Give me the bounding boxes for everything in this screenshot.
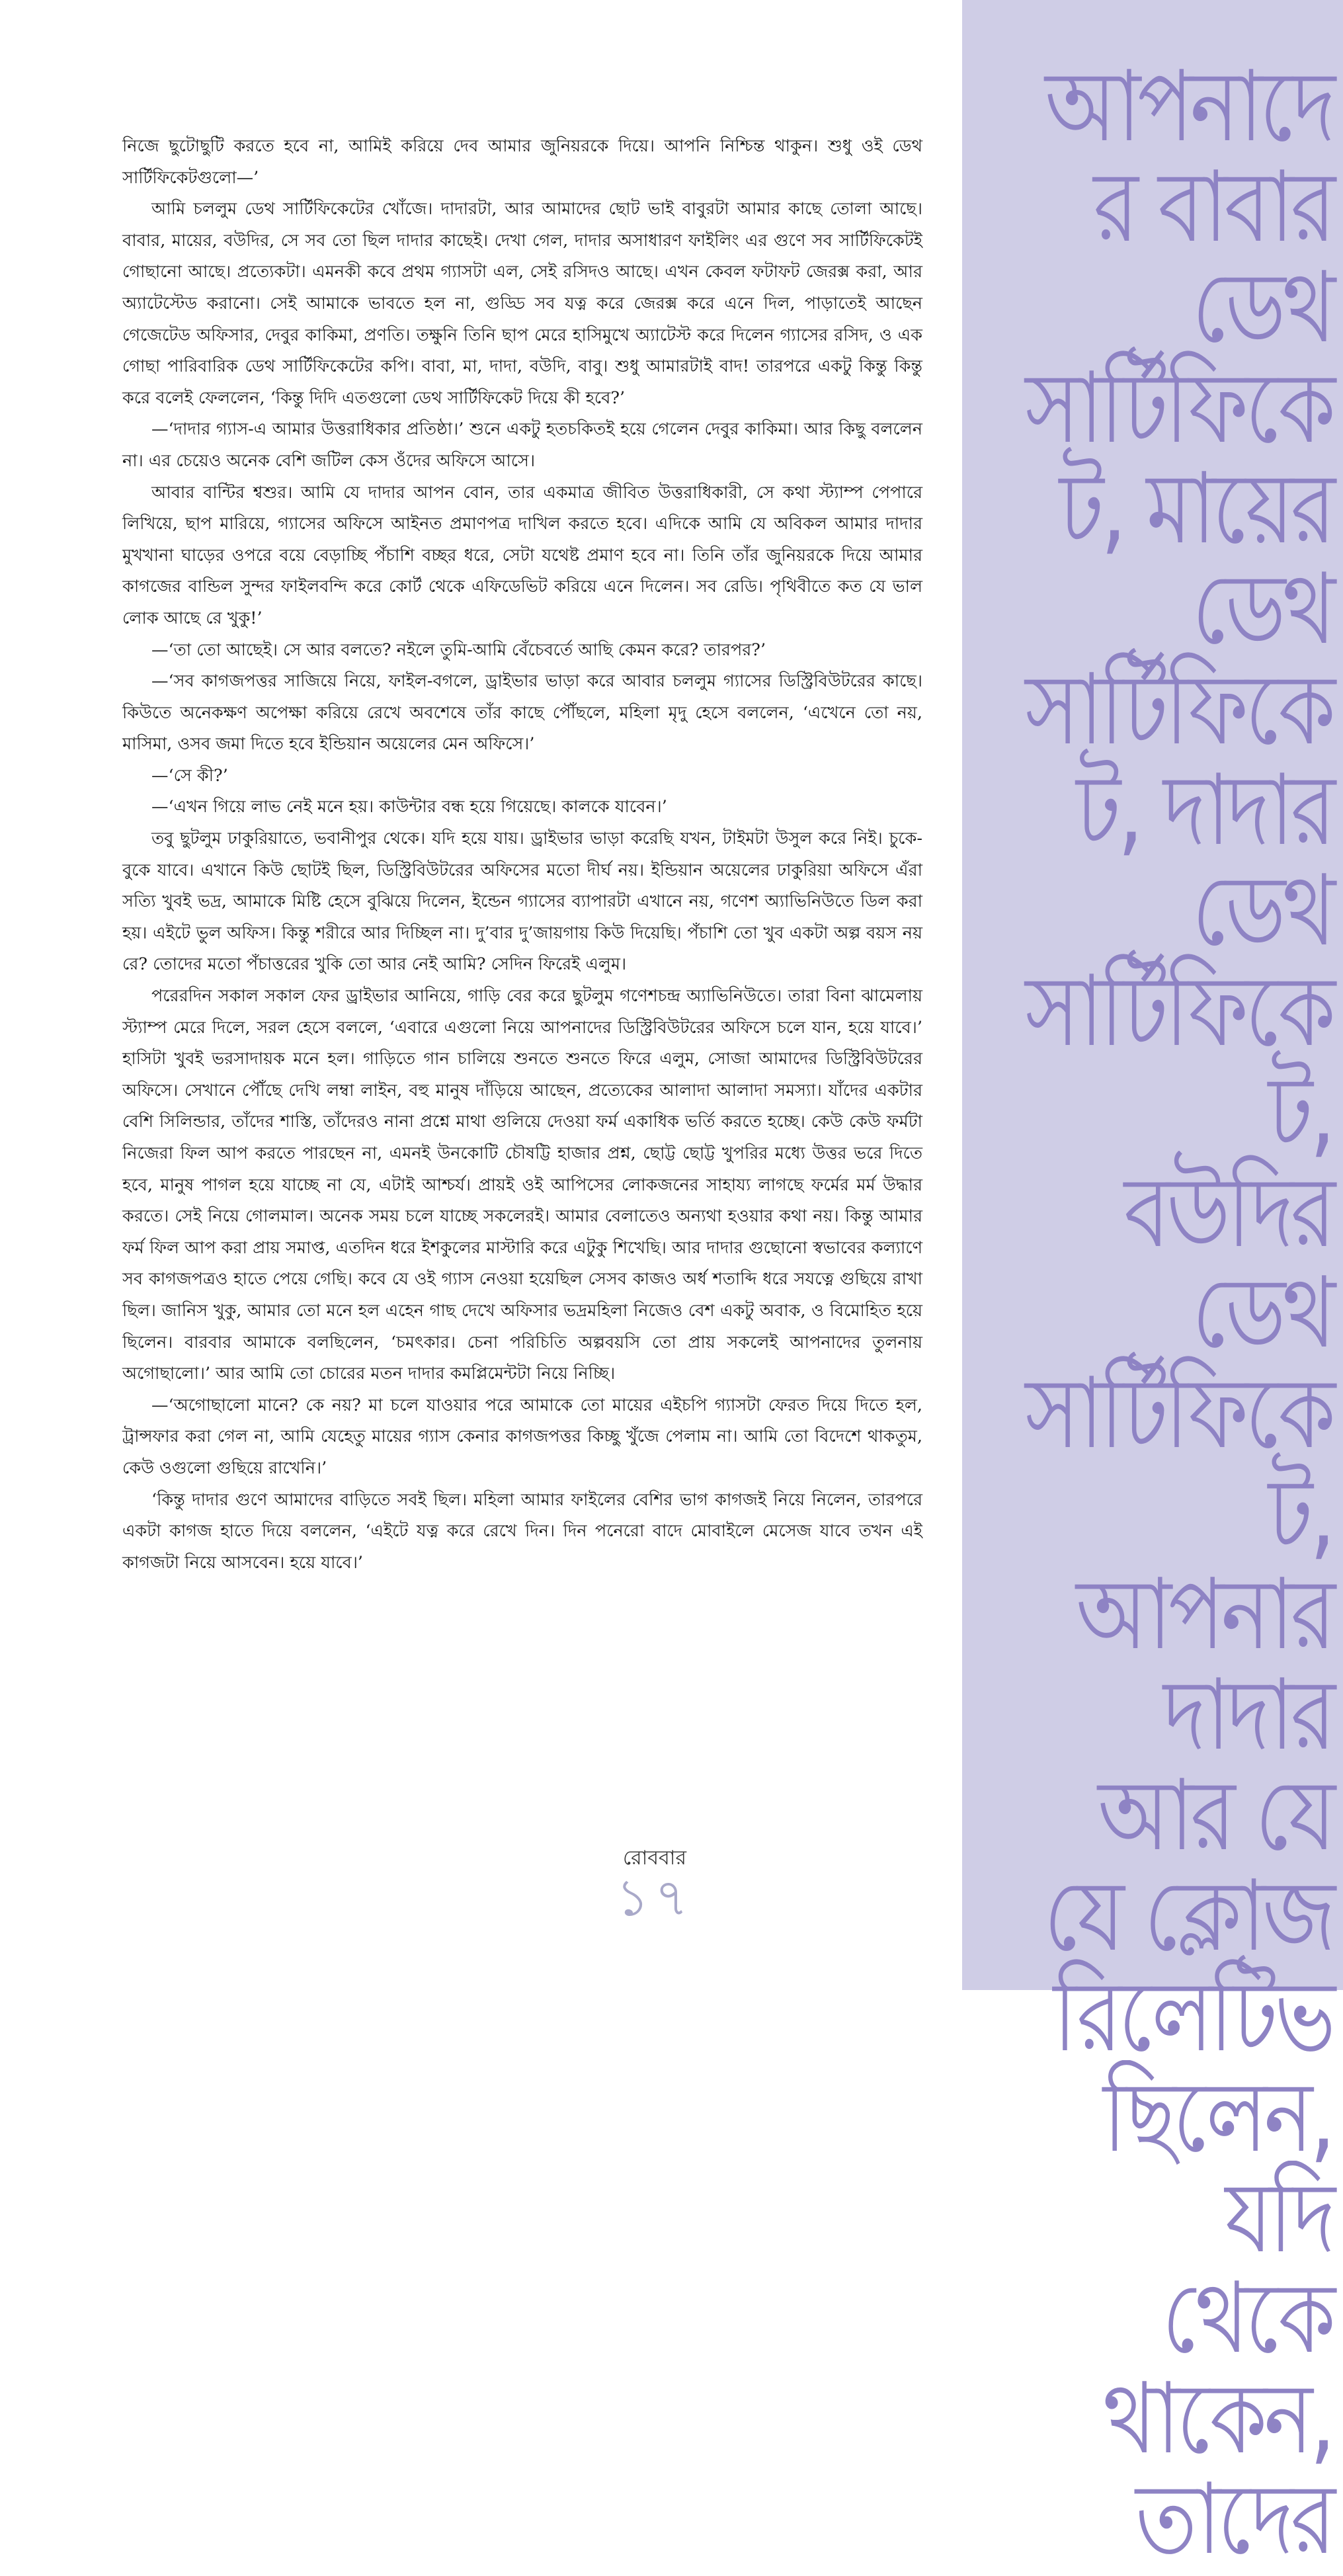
- pull-quote-line: যে ক্লোজ: [1043, 1859, 1332, 1973]
- pull-quote-line: বউদির: [1123, 1155, 1332, 1269]
- article-paragraph-1: নিজে ছুটোছুটি করতে হবে না, আমিই করিয়ে দেব আমার জুনিয়রকে দিয়ে। আপনি নিশ্চিন্ত থাকুন। শুধু ওই ডেথ সার্টিফিকেটগুলো—’: [122, 136, 922, 188]
- article-paragraph-6: —‘সব কাগজপত্তর সাজিয়ে নিয়ে, ফাইল-বগলে, ড্রাইভার ভাড়া করে আবার চললুম গ্যাসের ডিস্ট্রিবিউটরের কাছে। কিউতে অনেকক্ষণ অপেক্ষা করিয়ে রেখে অবশেষে তাঁর কাছে পৌঁছলে, মহিলা মৃদু হেসে বললেন, ‘এখেনে তো নয়, মাসিমা, ওসব জমা দিতে হবে ইন্ডিয়ান অয়েলের মেন অফিসে।’: [122, 671, 922, 755]
- pull-quote-line: ট, মায়ের: [1059, 452, 1332, 565]
- article-paragraph-3: —‘দাদার গ্যাস-এ আমার উত্তরাধিকার প্রতিষ্ঠা।’ শুনে একটু হতচকিতই হয়ে গেলেন দেবুর কাকিমা। আর কিছু বললেন না। এর চেয়েও অনেক বেশি জটিল কেস ওঁদের অফিসে আসে।: [122, 419, 922, 471]
- pull-quote-line: সার্টিফিকে: [1025, 954, 1332, 1068]
- pull-quote-line: তাদের: [1135, 2462, 1332, 2576]
- pull-quote-line: ডেথ: [1192, 1256, 1332, 1370]
- pull-quote-line: সার্টিফিকে: [1025, 653, 1332, 767]
- pull-quote-line: আপনার: [1076, 1558, 1332, 1671]
- article-paragraph-8: —‘এখন গিয়ে লাভ নেই মনে হয়। কাউন্টার বন্ধ হয়ে গিয়েছে। কালকে যাবেন।’: [151, 797, 667, 817]
- pull-quote-line: রিলেটিভ: [1053, 1960, 1332, 2073]
- pull-quote-line: ডেথ: [1192, 251, 1332, 364]
- page-footer: [582, 1845, 727, 1928]
- pull-quote-line: ডেথ: [1192, 552, 1332, 666]
- pull-quote-line: থেকে: [1162, 2261, 1332, 2375]
- pull-quote-line: ডেথ: [1192, 854, 1332, 968]
- pull-quote-line: ট, দাদার: [1076, 753, 1332, 867]
- magazine-name: রোববার: [623, 1847, 686, 1870]
- pull-quote-line: আপনাদে: [1045, 50, 1332, 163]
- pull-quote-line: আর যে: [1098, 1759, 1332, 1872]
- article-paragraph-9: তবু ছুটলুম ঢাকুরিয়াতে, ভবানীপুর থেকে। যদি হয়ে যায়। ড্রাইভার ভাড়া করেছি যখন, টাইমটা উসুল করে নিই। চুকে-বুকে যাবে। এখানে কিউ ছোটই ছিল, ডিস্ট্রিবিউটরের অফিসের মতো দীর্ঘ নয়। ইন্ডিয়ান অয়েলের ঢাকুরিয়া অফিসে এঁরা সত্যি খুবই ভদ্র, আমাকে মিষ্টি হেসে বুঝিয়ে দিলেন, ইন্ডেন গ্যাসের ব্যাপারটা এখানে নয়, গণেশ অ্যাভিনিউতে ডিল করা হয়। এইটে ভুল অফিস। কিন্তু শরীরে আর দিচ্ছিল না। দু’বার দু’জায়গায় কিউ দিয়েছি। পঁচাশি তো খুব একটা অল্প বয়স নয় রে? তোদের মতো পঁচাত্তরের খুকি তো আর নেই আমি? সেদিন ফিরেই এলুম।: [122, 829, 922, 975]
- article-paragraph-4: আবার বান্টির শ্বশুর। আমি যে দাদার আপন বোন, তার একমাত্র জীবিত উত্তরাধিকারী, সে কথা স্ট্যাম্প পেপারে লিখিয়ে, ছাপ মারিয়ে, গ্যাসের অফিসে আইনত প্রমাণপত্র দাখিল করতে হবে। এদিকে আমি যে অবিকল আমার দাদার মুখখানা ঘাড়ের ওপরে বয়ে বেড়াচ্ছি পঁচাশি বচ্ছর ধরে, সেটা যথেষ্ট প্রমাণ হবে না। তিনি তাঁর জুনিয়রকে দিয়ে আমার কাগজের বান্ডিল সুন্দর ফাইলবন্দি করে কোর্ট থেকে এফিডেভিট করিয়ে এনে দিলেন। সব রেডি। পৃথিবীতে কত যে ভাল লোক আছে রে খুকু!’: [122, 482, 922, 628]
- pull-quote: [962, 50, 1332, 2576]
- pull-quote-line: থাকেন,: [1102, 2362, 1332, 2475]
- article-body: [122, 131, 922, 1579]
- article-paragraph-10: পরেরদিন সকাল সকাল ফের ড্রাইভার আনিয়ে, গাড়ি বের করে ছুটলুম গণেশচন্দ্র অ্যাভিনিউতে। তারা বিনা ঝামেলায় স্ট্যাম্প মেরে দিলে, সরল হেসে বললে, ‘এবারে এগুলো নিয়ে আপনাদের ডিস্ট্রিবিউটরের অফিসে চলে যান, হয়ে যাবে।’ হাসিটা খুবই ভরসাদায়ক মনে হল। গাড়িতে গান চালিয়ে শুনতে শুনতে ফিরে এলুম, সোজা আমাদের ডিস্ট্রিবিউটরের অফিসে। সেখানে পৌঁছে দেখি লম্বা লাইন, বহু মানুষ দাঁড়িয়ে আছেন, প্রত্যেকের আলাদা আলাদা সমস্যা। যাঁদের একটার বেশি সিলিন্ডার, তাঁদের শাস্তি, তাঁদেরও নানা প্রশ্নে মাথা গুলিয়ে দেওয়া ফর্ম একাধিক ভর্তি করতে হচ্ছে। কেউ কেউ ফর্মটা নিজেরা ফিল আপ করতে পারছেন না, এমনই উনকোটি চৌষট্টি হাজার প্রশ্ন, ছোট্ট ছোট্ট খুপরির মধ্যে উত্তর ভরে দিতে হবে, মানুষ পাগল হয়ে যাচ্ছে না যে, এটাই আশ্চর্য। প্রায়ই ওই আপিসের লোকজনের সাহায্য লাগছে ফর্মের মর্ম উদ্ধার করতে। সেই নিয়ে গোলমাল। অনেক সময় চলে যাচ্ছে সকলেরই। আমার বেলাতেও অন্যথা হওয়ার কথা নয়। কিন্তু আমার ফর্ম ফিল আপ করা প্রায় সমাপ্ত, এতদিন ধরে ইশকুলের মাস্টারি করে এটুকু শিখেছি। আর দাদার গুছোনো স্বভাবের কল্যাণে সব কাগজপত্রও হাতে পেয়ে গেছি। কবে যে ওই গ্যাস নেওয়া হয়েছিল সেসব কাজও অর্ধ শতাব্দি ধরে সযত্নে গুছিয়ে রাখা ছিল। জানিস খুকু, আমার তো মনে হল এহেন গাছ দেখে অফিসার ভদ্রমহিলা নিজেও বেশ একটু অবাক, ও বিমোহিত হয়ে ছিলেন। বারবার আমাকে বলছিলেন, ‘চমৎকার। চেনা পরিচিতি অল্পবয়সি তো প্রায় সকলেই আপনাদের তুলনায় অগোছালো।’ আর আমি তো চোরের মতন দাদার কমপ্লিমেন্টটা নিয়ে নিচ্ছি।: [122, 986, 922, 1384]
- pull-quote-line: ট,: [1268, 1457, 1332, 1571]
- pull-quote-line: ছিলেন,: [1102, 2060, 1332, 2174]
- page-number: ১৭: [616, 1868, 694, 1928]
- article-paragraph-7: —‘সে কী?’: [151, 765, 228, 786]
- pull-quote-line: র বাবার: [1093, 150, 1332, 264]
- article-paragraph-2: আমি চললুম ডেথ সার্টিফিকেটের খোঁজে। দাদারটা, আর আমাদের ছোট ভাই বাবুরটা আমার কাছে তোলা আছে। বাবার, মায়ের, বউদির, সে সব তো ছিল দাদার কাছেই। দেখা গেল, দাদার অসাধারণ ফাইলিং এর গুণে সব সার্টিফিকেটই গোছানো আছে। প্রত্যেকটা। এমনকী কবে প্রথম গ্যাসটা এল, সেই রসিদও আছে। এখন কেবল ফটাফট জেরক্স করা, আর অ্যাটেস্টেড করানো। সেই আমাকে ভাবতে হল না, গুড্ডি সব যত্ন করে জেরক্স করে এনে দিল, পাড়াতেই আছেন গেজেটেড অফিসার, দেবুর কাকিমা, প্রণতি। তক্ষুনি তিনি ছাপ মেরে হাসিমুখে অ্যাটেস্ট করে দিলেন গ্যাসের রসিদ, ও এক গোছা পারিবারিক ডেথ সার্টিফিকেটের কপি। বাবা, মা, দাদা, বউদি, বাবু। শুধু আমারটাই বাদ! তারপরে একটু কিন্তু কিন্তু করে বলেই ফেললেন, ‘কিন্তু দিদি এতগুলো ডেথ সার্টিফিকেট দিয়ে কী হবে?’: [122, 199, 922, 408]
- pull-quote-line: সার্টিফিকে: [1025, 1356, 1332, 1470]
- article-paragraph-12: ‘কিন্তু দাদার গুণে আমাদের বাড়িতে সবই ছিল। মহিলা আমার ফাইলের বেশির ভাগ কাগজই নিয়ে নিলেন, তারপরে একটা কাগজ হাতে দিয়ে বললেন, ‘এইটে যত্ন করে রেখে দিন। দিন পনেরো বাদে মোবাইলে মেসেজ যাবে তখন এই কাগজটা নিয়ে আসবেন। হয়ে যাবে।’: [122, 1489, 922, 1573]
- pull-quote-line: যদি: [1225, 2161, 1332, 2274]
- article-paragraph-5: —‘তা তো আছেই। সে আর বলতে? নইলে তুমি-আমি বেঁচেবর্তে আছি কেমন করে? তারপর?’: [151, 640, 766, 660]
- pull-quote-line: দাদার: [1162, 1658, 1332, 1772]
- article-paragraph-11: —‘অগোছালো মানে? কে নয়? মা চলে যাওয়ার পরে আমাকে তো মায়ের এইচপি গ্যাসটা ফেরত দিয়ে দিতে হল, ট্রান্সফার করা গেল না, আমি যেহেতু মায়ের গ্যাস কেনার কাগজপত্তর কিচ্ছু খুঁজে পেলাম না। আমি তো বিদেশে থাকতুম, কেউ ওগুলো গুছিয়ে রাখেনি।’: [122, 1395, 922, 1478]
- pull-quote-line: সার্টিফিকে: [1025, 351, 1332, 465]
- pull-quote-line: ট,: [1268, 1055, 1332, 1169]
